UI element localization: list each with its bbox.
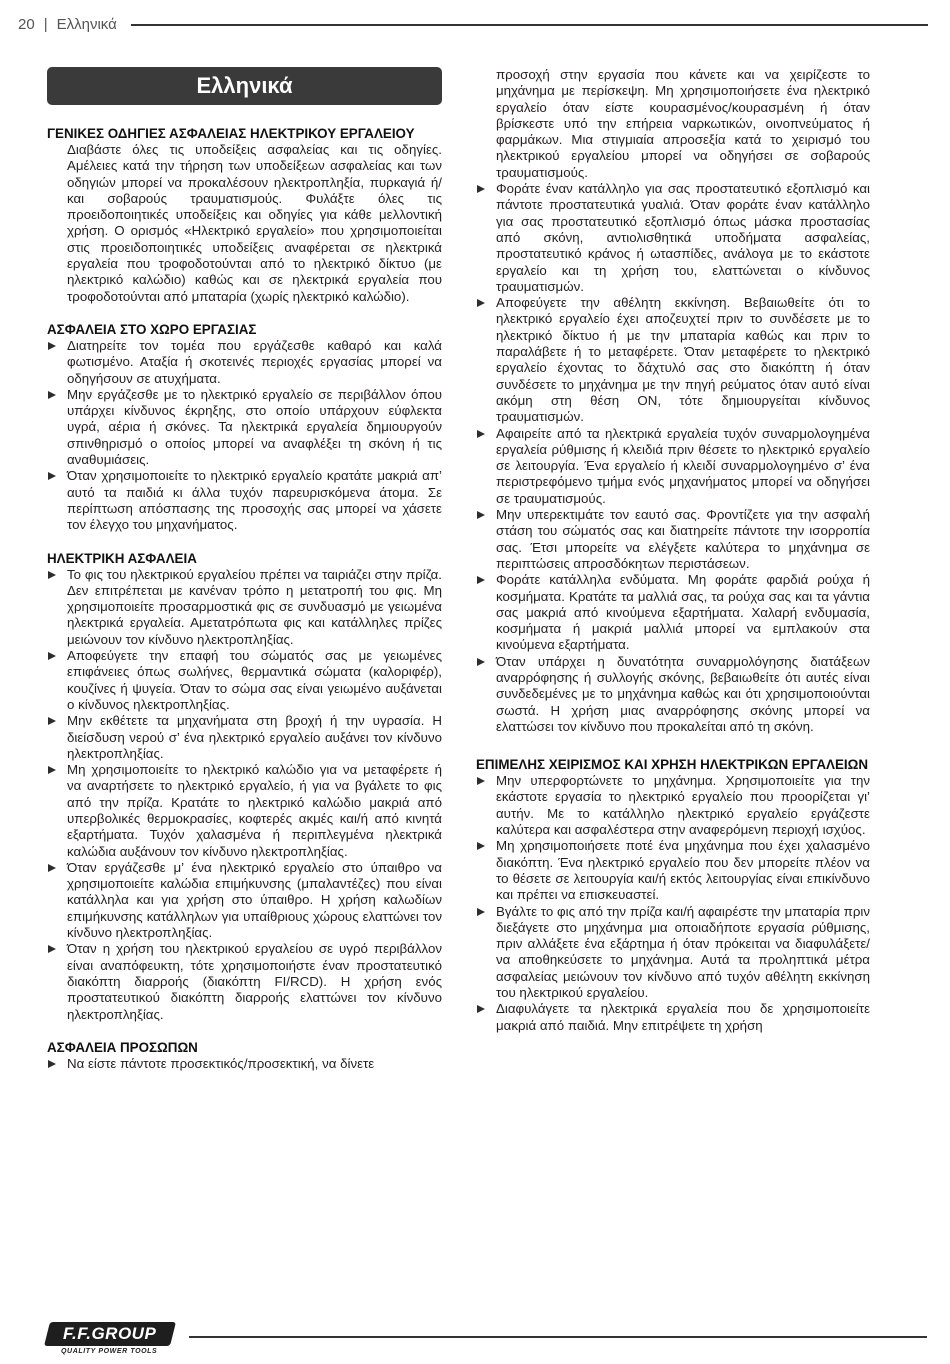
careful-use-section	[476, 757, 870, 1034]
bullet-triangle-icon	[48, 1060, 56, 1068]
section-title: ΗΛΕΚΤΡΙΚΗ ΑΣΦΑΛΕΙΑ	[47, 550, 197, 566]
ffgroup-logo	[47, 1322, 179, 1358]
header-rule	[131, 24, 928, 26]
bullet-triangle-icon	[477, 185, 485, 193]
bullet-triangle-icon	[477, 842, 485, 850]
list-item: Αποφεύγετε την επαφή του σώματός σας με γειωμένες επιφάνειες όπως σωλήνες, θερμαντικά σώματα (καλοριφέρ), κουζίνες ή ψυγεία. Όταν το σώμα σας είναι γειωμένο αυξάνεται ο κίνδυνος ηλεκτροπληξίας.	[47, 648, 442, 713]
logo-mark: F.F.GROUP	[44, 1322, 176, 1346]
logo-tagline: QUALITY POWER TOOLS	[61, 1348, 158, 1355]
list-item: Όταν η χρήση του ηλεκτρικού εργαλείου σε υγρό περιβάλλον είναι αναπόφευκτη, τότε χρησιμοποιήστε έναν προστατευτικό διακόπτη διαρροής (διακόπτη FI/RCD). Η χρήση ενός προστατευτικού διακόπτη διαρροής ελαττώνει τον κίνδυνο ηλεκτροπληξίας.	[47, 941, 442, 1022]
bullet-triangle-icon	[477, 511, 485, 519]
bullet-list	[476, 773, 870, 1034]
list-item: Όταν χρησιμοποιείτε το ηλεκτρικό εργαλείο κρατάτε μακριά απ’ αυτό τα παιδιά κι άλλα τυχόν παρευρισκόμενα άτομα. Σε περίπτωση απόσπασης της προσοχής σας μπορεί να χάσετε τον έλεγχο του μηχανήματος.	[47, 468, 442, 533]
work-area-section	[47, 322, 442, 534]
list-item: Μην εργάζεσθε με το ηλεκτρικό εργαλείο σε περιβάλλον όπου υπάρχει κίνδυνος έκρηξης, στο οποίο υπάρχουν εύφλεκτα υγρά, αέρια ή σκόνες. Τα ηλεκτρικά εργαλεία δημιουργούν σπινθηρισμό ο οποίος μπορεί να αναφλέξει τη σκόνη ή τις αναθυμιάσεις.	[47, 387, 442, 468]
list-item: Διατηρείτε τον τομέα που εργάζεσθε καθαρό και καλά φωτισμένο. Αταξία ή σκοτεινές περιοχές εργασίας μπορεί να οδηγήσουν σε ατυχήματα.	[47, 338, 442, 387]
bullet-triangle-icon	[477, 299, 485, 307]
bullet-triangle-icon	[477, 658, 485, 666]
general-safety-section	[47, 126, 442, 305]
list-item: Όταν εργάζεσθε μ’ ένα ηλεκτρικό εργαλείο στο ύπαιθρο να χρησιμοποιείτε καλώδια επιμήκυνσης (μπαλαντέζες) που είναι κατάλληλα και για χρήση στο ύπαιθρο. Η χρήση καλωδίων επιμήκυνσης κατάλληλων για υπαίθριους χώρους ελαττώνει τον κίνδυνο ηλεκτροπληξίας.	[47, 860, 442, 941]
bullet-list	[47, 1056, 442, 1072]
bullet-triangle-icon	[48, 945, 56, 953]
bullet-list	[47, 567, 442, 1023]
list-item: Μη χρησιμοποιείτε το ηλεκτρικό καλώδιο για να μεταφέρετε ή να αναρτήσετε το ηλεκτρικό εργαλείο, ή για να βγάλετε το φις από την πρίζα. Κρατάτε το ηλεκτρικό καλώδιο μακριά από υπερβολικές θερμοκρασίες, κοφτερές ακμές και/ή από κινητά εξαρτήματα. Τυχόν χαλασμένα ή περιπλεγμένα ηλεκτρικά καλώδια αυξάνουν τον κίνδυνο ηλεκτροπληξίας.	[47, 762, 442, 860]
bullet-triangle-icon	[477, 1005, 485, 1013]
bullet-triangle-icon	[48, 864, 56, 872]
bullet-list	[476, 181, 870, 735]
header-separator: |	[43, 15, 48, 33]
left-column	[47, 67, 442, 1089]
section-title: ΓΕΝΙΚΕΣ ΟΔΗΓΙΕΣ ΑΣΦΑΛΕΙΑΣ ΗΛΕΚΤΡΙΚΟΥ ΕΡΓΑΛΕΙΟΥ	[47, 126, 415, 141]
page-header	[18, 14, 928, 34]
bullet-triangle-icon	[477, 430, 485, 438]
section-paragraph: Διαβάστε όλες τις υποδείξεις ασφαλείας και τις οδηγίες. Αμέλειες κατά την τήρηση των υποδείξεων ασφαλείας και των οδηγιών μπορεί να προκαλέσουν ηλεκτροπληξία, πυρκαγιά ή/και σοβαρούς τραυματισμούς. Φυλάξτε όλες τις προειδοποιητικές υποδείξεις και οδηγίες για κάθε μελλοντική χρήση. Ο ορισμός «Ηλεκτρικό εργαλείο» που χρησιμοποιείται στις προειδοποιητικές υποδείξεις αναφέρεται σε ηλεκτρικά εργαλεία που τροφοδοτούνται από το ηλεκτρικό δίκτυο (με ηλεκτρικό καλώδιο) καθώς και σε ηλεκτρικά εργαλεία που τροφοδοτούνται από μπαταρία (χωρίς ηλεκτρικό καλώδιο).	[67, 142, 442, 304]
bullet-triangle-icon	[48, 342, 56, 350]
list-item: Διαφυλάγετε τα ηλεκτρικά εργαλεία που δε χρησιμοποιείτε μακριά από παιδιά. Μην επιτρέψετε τη χρήση	[476, 1001, 870, 1034]
language-banner: Ελληνικά	[47, 67, 442, 105]
bullet-triangle-icon	[48, 391, 56, 399]
list-item: Μην υπερφορτώνετε το μηχάνημα. Χρησιμοποιείτε για την εκάστοτε εργασία το ηλεκτρικό εργαλείο που προορίζεται γι’ αυτήν. Με το κατάλληλο ηλεκτρικό εργαλείο εργάζεστε καλύτερα και ασφαλέστερα στην αναφερόμενη περιοχή ισχύος.	[476, 773, 870, 838]
electrical-safety-section	[47, 551, 442, 1023]
footer-rule	[189, 1336, 927, 1338]
right-column	[476, 67, 870, 1051]
page-number: 20	[18, 15, 35, 33]
list-item: Μην υπερεκτιμάτε τον εαυτό σας. Φροντίζετε για την ασφαλή στάση του σώματός σας και διατηρείτε πάντοτε την ισορροπία σας. Έτσι μπορείτε να ελέγξετε καλύτερα το μηχάνημα σε περιπτώσεις απροσδόκητων περιστάσεων.	[476, 507, 870, 572]
list-item: Το φις του ηλεκτρικού εργαλείου πρέπει να ταιριάζει στην πρίζα. Δεν επιτρέπεται με κανέναν τρόπο η μετατροπή του φις. Μη χρησιμοποιείτε προσαρμοστικά φις σε συνδυασμό με γειωμένα ηλεκτρικά εργαλεία. Αμετατρόπωτα φις και κατάλληλες πρίζες μειώνουν τον κίνδυνο ηλεκτροπληξίας.	[47, 567, 442, 648]
list-item: Βγάλτε το φις από την πρίζα και/ή αφαιρέστε την μπαταρία πριν διεξάγετε στο μηχάνημα μια οποιαδήποτε εργασία ρύθμισης, πριν αλλάξετε ένα εξάρτημα ή όταν πρόκειται να διαφυλάξετε/να αποθηκεύσετε το μηχάνημα. Αυτά τα προληπτικά μέτρα ασφαλείας μειώνουν τον κίνδυνο από τυχόν αθέλητη εκκίνηση του ηλεκτρικού εργαλείου.	[476, 904, 870, 1002]
section-title: ΑΣΦΑΛΕΙΑ ΣΤΟ ΧΩΡΟ ΕΡΓΑΣΙΑΣ	[47, 321, 257, 337]
list-item: Μην εκθέτετε τα μηχανήματα στη βροχή ή την υγρασία. Η διείσδυση νερού σ’ ένα ηλεκτρικό εργαλείο αυξάνει τον κίνδυνο ηλεκτροπληξίας.	[47, 713, 442, 762]
bullet-list	[47, 338, 442, 534]
list-item: Αποφεύγετε την αθέλητη εκκίνηση. Βεβαιωθείτε ότι το ηλεκτρικό εργαλείο έχει αποζευχτεί πριν το συνδέσετε με το ηλεκτρικό δίκτυο ή με την μπαταρία καθώς και πριν το παραλάβετε ή το μεταφέρετε. Όταν μεταφέρετε το ηλεκτρικό εργαλείο έχοντας το δάχτυλό σας στο διακόπτη ή όταν συνδέσετε το μηχάνημα με την πηγή ρεύματος όταν αυτό είναι ακόμη στη θέση ON, τότε δημιουργείται κίνδυνος τραυματισμών.	[476, 295, 870, 425]
bullet-triangle-icon	[48, 652, 56, 660]
bullet-triangle-icon	[477, 777, 485, 785]
page-footer	[47, 1322, 927, 1358]
list-item: Αφαιρείτε από τα ηλεκτρικά εργαλεία τυχόν συναρμολογημένα εργαλεία ρύθμισης ή κλειδιά πριν θέσετε το ηλεκτρικό εργαλείο σε λειτουργία. Ένα εργαλείο ή κλειδί συναρμολογημένο σ’ ένα περιστρεφόμενο τμήμα ενός μηχανήματος μπορεί να οδηγήσει σε τραυματισμούς.	[476, 426, 870, 507]
list-item: Όταν υπάρχει η δυνατότητα συναρμολόγησης διατάξεων αναρρόφησης ή συλλογής σκόνης, βεβαιωθείτε ότι αυτές είναι συνδεδεμένες με το μηχάνημα καθώς και ότι χρησιμοποιούνται σωστά. Η χρήση μιας αναρρόφησης σκόνης μπορεί να ελαττώσει τον κίνδυνο που προκαλείται από τη σκόνη.	[476, 654, 870, 735]
continued-paragraph: προσοχή στην εργασία που κάνετε και να χειρίζεστε το μηχάνημα με περίσκεψη. Μη χρησιμοποιήσετε ένα ηλεκτρικό εργαλείο όταν είστε κουρασμένος/κουρασμένη ή όταν βρίσκεστε υπό την επήρεια ναρκωτικών, οινοπνεύματος ή φαρμάκων. Μια στιγμιαία απροσεξία κατά το χειρισμό του ηλεκτρικού εργαλείου μπορεί να οδηγήσει σε σοβαρούς τραυματισμούς.	[496, 67, 870, 180]
list-item: Φοράτε κατάλληλα ενδύματα. Μη φοράτε φαρδιά ρούχα ή κοσμήματα. Κρατάτε τα μαλλιά σας, τα ρούχα σας και τα γάντια σας μακριά από κινούμενα εξαρτήματα. Χαλαρή ενδυμασία, κοσμήματα ή μακριά μαλλιά μπορεί να εμπλακούν στα κινούμενα εξαρτήματα.	[476, 572, 870, 653]
bullet-triangle-icon	[48, 766, 56, 774]
bullet-triangle-icon	[48, 571, 56, 579]
bullet-triangle-icon	[477, 576, 485, 584]
bullet-triangle-icon	[48, 472, 56, 480]
section-title: ΕΠΙΜΕΛΗΣ ΧΕΙΡΙΣΜΟΣ ΚΑΙ ΧΡΗΣΗ ΗΛΕΚΤΡΙΚΩΝ ΕΡΓΑΛΕΙΩΝ	[476, 757, 869, 773]
personal-safety-section	[47, 1040, 442, 1072]
header-language: Ελληνικά	[56, 15, 117, 33]
list-item: Μη χρησιμοποιήσετε ποτέ ένα μηχάνημα που έχει χαλασμένο διακόπτη. Ένα ηλεκτρικό εργαλείο που δεν μπορείτε πλέον να το θέσετε σε λειτουργία και/ή εκτός λειτουργίας είναι επικίνδυνο και πρέπει να επισκευαστεί.	[476, 838, 870, 903]
section-title: ΑΣΦΑΛΕΙΑ ΠΡΟΣΩΠΩΝ	[47, 1039, 198, 1055]
bullet-triangle-icon	[477, 908, 485, 916]
list-item: Να είστε πάντοτε προσεκτικός/προσεκτική, να δίνετε	[47, 1056, 442, 1072]
bullet-triangle-icon	[48, 717, 56, 725]
list-item: Φοράτε έναν κατάλληλο για σας προστατευτικό εξοπλισμό και πάντοτε προστατευτικά γυαλιά. Όταν φοράτε έναν κατάλληλο για σας προστατευτικό εξοπλισμό όπως μάσκα προστασίας από σκόνη, αντιολισθητικά υποδήματα ασφαλείας, προστατευτικό κράνος ή ωτασπίδες, ανάλογα με το εκάστοτε εργαλείο και τη χρήση του, ελαττώνεται ο κίνδυνος τραυματισμών.	[476, 181, 870, 295]
